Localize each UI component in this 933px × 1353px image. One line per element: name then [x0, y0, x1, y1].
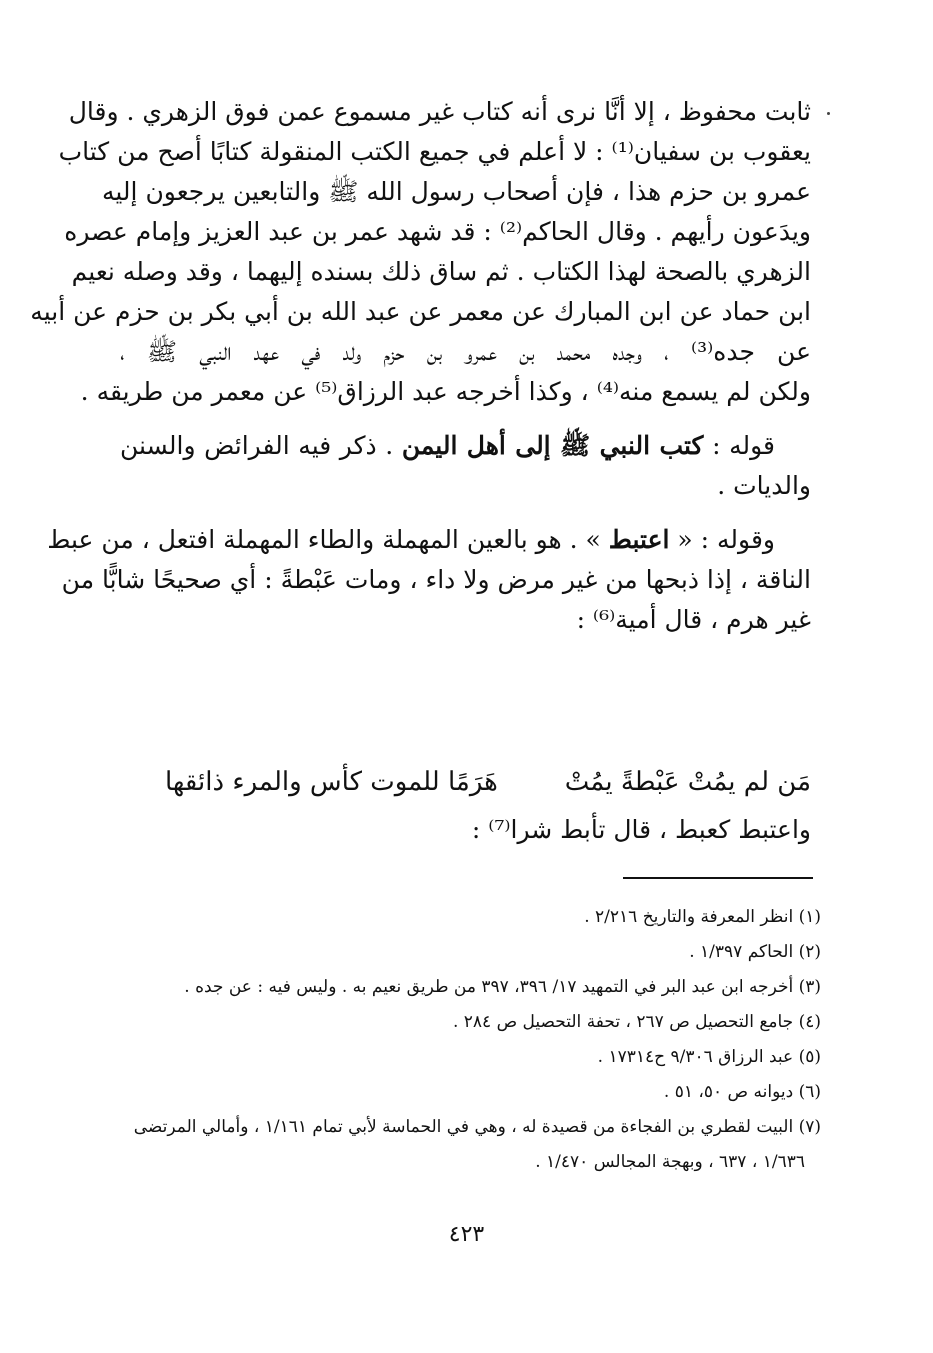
footnote: (٢) الحاكم ١/٣٩٧ . [689, 942, 821, 962]
commentary-prefix: قوله : [703, 431, 775, 460]
commentary-text: . ذكر فيه الفرائض والسنن [120, 431, 394, 460]
footnote: (٥) عبد الرزاق ٩/٣٠٦ ح١٧٣١٤ . [597, 1047, 821, 1067]
main-text [30, 92, 811, 640]
text-line: عن جده⁽³⁾ ، وجده محمد بن عمرو بن حزم ولد في عهد النبي ﷺ ، [120, 337, 811, 366]
footnote: (٦) ديوانه ص ٥٠، ٥١ . [663, 1082, 821, 1102]
page-number: ٤٢٣ [448, 1222, 485, 1247]
commentary-text: » . هو بالعين المهملة والطاء المهملة افتعل ، من عبط [47, 525, 609, 554]
quoted-lemma: كتب النبي ﷺ إلى أهل اليمن [401, 431, 704, 460]
text-line: والديات . [717, 471, 811, 500]
footnote-continuation: ١/٦٣٦ ، ٦٣٧ ، وبهجة المجالس ١/٤٧٠ . [535, 1152, 805, 1172]
verse-first-hemistich: مَن لم يمُتْ عَبْطةً يمُتْ [564, 767, 811, 797]
text-line: الزهري بالصحة لهذا الكتاب . ثم ساق ذلك بسنده إليهما ، وقد وصله نعيم [71, 257, 811, 286]
text-line: الناقة ، إذا ذبحها من غير مرض ولا داء ، ومات عَبْطةً : أي صحيحًا شابًّا من [61, 565, 811, 594]
commentary-prefix: وقوله : « [669, 525, 775, 554]
footnote: (٤) جامع التحصيل ص ٢٦٧ ، تحفة التحصيل ص ٢٨٤ . [452, 1012, 821, 1032]
margin-mark [827, 112, 830, 115]
footnote: (٧) البيت لقطري بن الفجاءة من قصيدة له ، وهي في الحماسة لأبي تمام ١/١٦١ ، وأمالي المرتضى [133, 1117, 821, 1137]
commentary-heading-line [47, 520, 811, 560]
text-line: غير هرم ، قال أمية⁽⁶⁾ : [576, 605, 811, 634]
text-line: ولكن لم يسمع منه⁽⁴⁾ ، وكذا أخرجه عبد الرزاق⁽⁵⁾ عن معمر من طريقه . [80, 377, 811, 406]
footnote-separator [623, 877, 813, 879]
text-line: واعتبط كعبط ، قال تأبط شرا⁽⁷⁾ : [471, 815, 811, 844]
text-line: ويدَعون رأيهم . وقال الحاكم⁽²⁾ : قد شهد عمر بن عبد العزيز وإمام عصره [64, 217, 811, 246]
text-line: يعقوب بن سفيان⁽¹⁾ : لا أعلم في جميع الكتب المنقولة كتابًا أصح من كتاب [58, 137, 811, 166]
footnote: (١) انظر المعرفة والتاريخ ٢/٢١٦ . [584, 907, 821, 927]
footnotes [133, 900, 821, 1175]
quoted-word: اعتبط [608, 525, 670, 554]
text-line: ثابت محفوظ ، إلا أنَّا نرى أنه كتاب غير مسموع عمن فوق الزهري . وقال [68, 97, 811, 126]
text-line: عمرو بن حزم هذا ، فإن أصحاب رسول الله ﷺ والتابعين يرجعون إليه [101, 177, 811, 206]
text-line: ابن حماد عن ابن المبارك عن معمر عن عبد الله بن أبي بكر بن حزم عن أبيه [30, 297, 811, 326]
poetry-verse [165, 762, 811, 802]
commentary-heading-line [120, 426, 811, 466]
footnote: (٣) أخرجه ابن عبد البر في التمهيد ١٧/ ٣٩٦، ٣٩٧ من طريق نعيم به . وليس فيه : عن جده . [184, 977, 821, 997]
verse-second-hemistich: هَرَمًا للموت كأس والمرء ذائقها [165, 767, 498, 797]
